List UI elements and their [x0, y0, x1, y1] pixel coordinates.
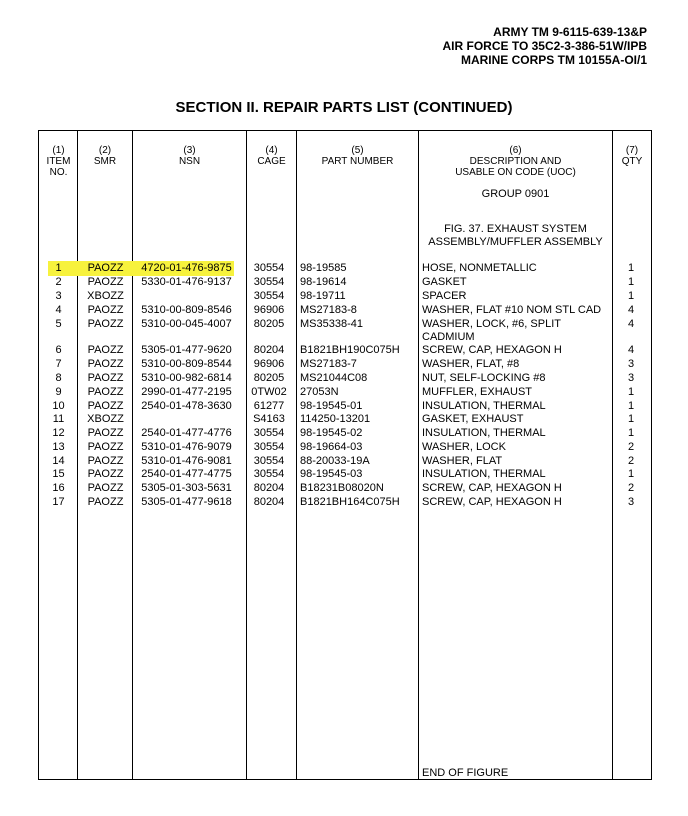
nsn-cell: 5310-01-476-9081 — [141, 455, 232, 467]
item-number-cell: 6 — [55, 344, 62, 356]
quantity-cell: 1 — [627, 290, 635, 302]
document-header — [443, 25, 648, 67]
part-number-cell: MS27183-7 — [300, 358, 357, 370]
description-continuation-cell: CADMIUM — [422, 331, 475, 343]
cage-code-cell: 61277 — [253, 400, 285, 412]
part-number-cell: 98-19585 — [300, 262, 347, 274]
description-cell: SCREW, CAP, HEXAGON H — [422, 496, 562, 508]
cage-code-cell: 30554 — [253, 276, 285, 288]
nsn-cell: 5310-00-045-4007 — [141, 318, 232, 330]
description-cell: WASHER, FLAT #10 NOM STL CAD — [422, 304, 602, 316]
nsn-cell: 2540-01-477-4775 — [141, 468, 232, 480]
column-header-part-number: (5) PART NUMBER — [321, 145, 394, 167]
quantity-cell: 1 — [627, 262, 635, 274]
description-cell: WASHER, FLAT — [422, 455, 503, 467]
cage-code-cell: 80205 — [253, 372, 285, 384]
description-cell: SCREW, CAP, HEXAGON H — [422, 482, 562, 494]
cage-code-cell: 30554 — [253, 262, 285, 274]
nsn-cell: 5310-01-476-9079 — [141, 441, 232, 453]
description-cell: SPACER — [422, 290, 467, 302]
column-header-item: (1) ITEM NO. — [46, 145, 71, 178]
part-number-cell: 98-19545-01 — [300, 400, 363, 412]
quantity-cell: 1 — [627, 276, 635, 288]
smr-code-cell: PAOZZ — [87, 344, 124, 356]
air-force-to-number: AIR FORCE TO 35C2-3-386-51W/IPB — [442, 39, 647, 53]
quantity-cell: 3 — [627, 358, 635, 370]
column-divider — [77, 130, 78, 780]
quantity-cell: 2 — [627, 482, 635, 494]
quantity-cell: 4 — [627, 344, 635, 356]
marine-corps-tm-number: MARINE CORPS TM 10155A-OI/1 — [460, 53, 647, 67]
description-cell: WASHER, FLAT, #8 — [422, 358, 520, 370]
item-number-cell: 10 — [52, 400, 65, 412]
nsn-cell: 4720-01-476-9875 — [141, 262, 232, 274]
smr-code-cell: PAOZZ — [87, 276, 124, 288]
army-tm-number: ARMY TM 9-6115-639-13&P — [493, 25, 647, 39]
section-title: SECTION II. REPAIR PARTS LIST (CONTINUED) — [175, 99, 513, 116]
smr-code-cell: PAOZZ — [87, 455, 124, 467]
part-number-cell: 114250-13201 — [300, 413, 371, 425]
part-number-cell: MS35338-41 — [300, 318, 363, 330]
description-cell: NUT, SELF-LOCKING #8 — [422, 372, 546, 384]
nsn-cell: 5330-01-476-9137 — [141, 276, 232, 288]
column-divider — [296, 130, 297, 780]
item-number-cell: 8 — [55, 372, 62, 384]
quantity-cell: 2 — [627, 441, 635, 453]
smr-code-cell: PAOZZ — [87, 468, 124, 480]
smr-code-cell: PAOZZ — [87, 358, 124, 370]
cage-code-cell: 30554 — [253, 468, 285, 480]
end-of-figure: END OF FIGURE — [422, 767, 509, 779]
nsn-cell: 5310-00-982-6814 — [141, 372, 232, 384]
smr-code-cell: PAOZZ — [87, 441, 124, 453]
smr-code-cell: PAOZZ — [87, 372, 124, 384]
cage-code-cell: 80204 — [253, 344, 285, 356]
description-cell: WASHER, LOCK, #6, SPLIT — [422, 318, 561, 330]
description-cell: WASHER, LOCK — [422, 441, 506, 453]
column-divider — [132, 130, 133, 780]
smr-code-cell: XBOZZ — [87, 290, 124, 302]
quantity-cell: 2 — [627, 455, 635, 467]
part-number-cell: B18231B08020N — [300, 482, 384, 494]
item-number-cell: 11 — [52, 413, 65, 425]
part-number-cell: 98-19545-02 — [300, 427, 363, 439]
quantity-cell: 3 — [627, 372, 635, 384]
item-number-cell: 7 — [55, 358, 62, 370]
column-header-nsn: (3) NSN — [178, 145, 201, 167]
cage-code-cell: 96906 — [253, 304, 285, 316]
column-header-qty: (7) QTY — [621, 145, 643, 167]
part-number-cell: B1821BH190C075H — [300, 344, 400, 356]
part-number-cell: 98-19614 — [300, 276, 347, 288]
smr-code-cell: PAOZZ — [87, 400, 124, 412]
quantity-cell: 4 — [627, 304, 635, 316]
column-header-description: (6) DESCRIPTION AND USABLE ON CODE (UOC) — [455, 145, 576, 178]
item-number-cell: 2 — [55, 276, 62, 288]
column-header-cage: (4) CAGE — [257, 145, 286, 167]
item-number-cell: 12 — [52, 427, 65, 439]
cage-code-cell: 80205 — [253, 318, 285, 330]
smr-code-cell: PAOZZ — [87, 262, 124, 274]
part-number-cell: 98-19664-03 — [300, 441, 363, 453]
cage-code-cell: 80204 — [253, 496, 285, 508]
part-number-cell: 27053N — [300, 386, 339, 398]
nsn-cell: 5305-01-303-5631 — [141, 482, 232, 494]
column-divider — [246, 130, 247, 780]
quantity-cell: 1 — [627, 413, 635, 425]
description-cell: GASKET — [422, 276, 467, 288]
item-number-cell: 16 — [52, 482, 65, 494]
description-cell: SCREW, CAP, HEXAGON H — [422, 344, 562, 356]
smr-code-cell: PAOZZ — [87, 318, 124, 330]
part-number-cell: B1821BH164C075H — [300, 496, 400, 508]
description-cell: INSULATION, THERMAL — [422, 468, 546, 480]
cage-code-cell: 30554 — [253, 441, 285, 453]
item-number-cell: 17 — [52, 496, 65, 508]
item-number-cell: 3 — [55, 290, 62, 302]
nsn-cell: 2540-01-477-4776 — [141, 427, 232, 439]
quantity-cell: 1 — [627, 468, 635, 480]
smr-code-cell: PAOZZ — [87, 496, 124, 508]
description-cell: MUFFLER, EXHAUST — [422, 386, 533, 398]
nsn-cell: 5305-01-477-9620 — [141, 344, 232, 356]
part-number-cell: 98-19711 — [300, 290, 346, 302]
smr-code-cell: PAOZZ — [87, 427, 124, 439]
smr-code-cell: XBOZZ — [87, 413, 124, 425]
description-cell: HOSE, NONMETALLIC — [422, 262, 537, 274]
cage-code-cell: 30554 — [253, 290, 285, 302]
nsn-cell: 5310-00-809-8546 — [141, 304, 232, 316]
item-number-cell: 14 — [52, 455, 65, 467]
description-cell: GASKET, EXHAUST — [422, 413, 524, 425]
part-number-cell: 98-19545-03 — [300, 468, 363, 480]
column-header-smr: (2) SMR — [93, 145, 117, 167]
quantity-cell: 3 — [627, 496, 635, 508]
nsn-cell: 5310-00-809-8544 — [141, 358, 232, 370]
item-number-cell: 1 — [55, 262, 62, 274]
smr-code-cell: PAOZZ — [87, 386, 124, 398]
nsn-cell: 5305-01-477-9618 — [141, 496, 232, 508]
figure-caption: FIG. 37. EXHAUST SYSTEM ASSEMBLY/MUFFLER ASSEMBLY — [428, 223, 603, 248]
nsn-cell: 2540-01-478-3630 — [141, 400, 232, 412]
quantity-cell: 1 — [627, 400, 635, 412]
part-number-cell: MS27183-8 — [300, 304, 357, 316]
description-cell: INSULATION, THERMAL — [422, 427, 546, 439]
item-number-cell: 13 — [52, 441, 65, 453]
cage-code-cell: 80204 — [253, 482, 285, 494]
cage-code-cell: S4163 — [253, 413, 285, 425]
item-number-cell: 5 — [55, 318, 62, 330]
group-label: GROUP 0901 — [481, 188, 550, 200]
cage-code-cell: 0TW02 — [251, 386, 287, 398]
description-cell: INSULATION, THERMAL — [422, 400, 546, 412]
item-number-cell: 9 — [55, 386, 62, 398]
part-number-cell: MS21044C08 — [300, 372, 368, 384]
cage-code-cell: 30554 — [253, 427, 285, 439]
item-number-cell: 4 — [55, 304, 62, 316]
cage-code-cell: 30554 — [253, 455, 285, 467]
part-number-cell: 88-20033-19A — [300, 455, 370, 467]
quantity-cell: 1 — [627, 386, 635, 398]
column-divider — [612, 130, 613, 780]
cage-code-cell: 96906 — [253, 358, 285, 370]
quantity-cell: 1 — [627, 427, 635, 439]
item-number-cell: 15 — [52, 468, 65, 480]
smr-code-cell: PAOZZ — [87, 304, 124, 316]
nsn-cell: 2990-01-477-2195 — [141, 386, 232, 398]
quantity-cell: 4 — [627, 318, 635, 330]
smr-code-cell: PAOZZ — [87, 482, 124, 494]
